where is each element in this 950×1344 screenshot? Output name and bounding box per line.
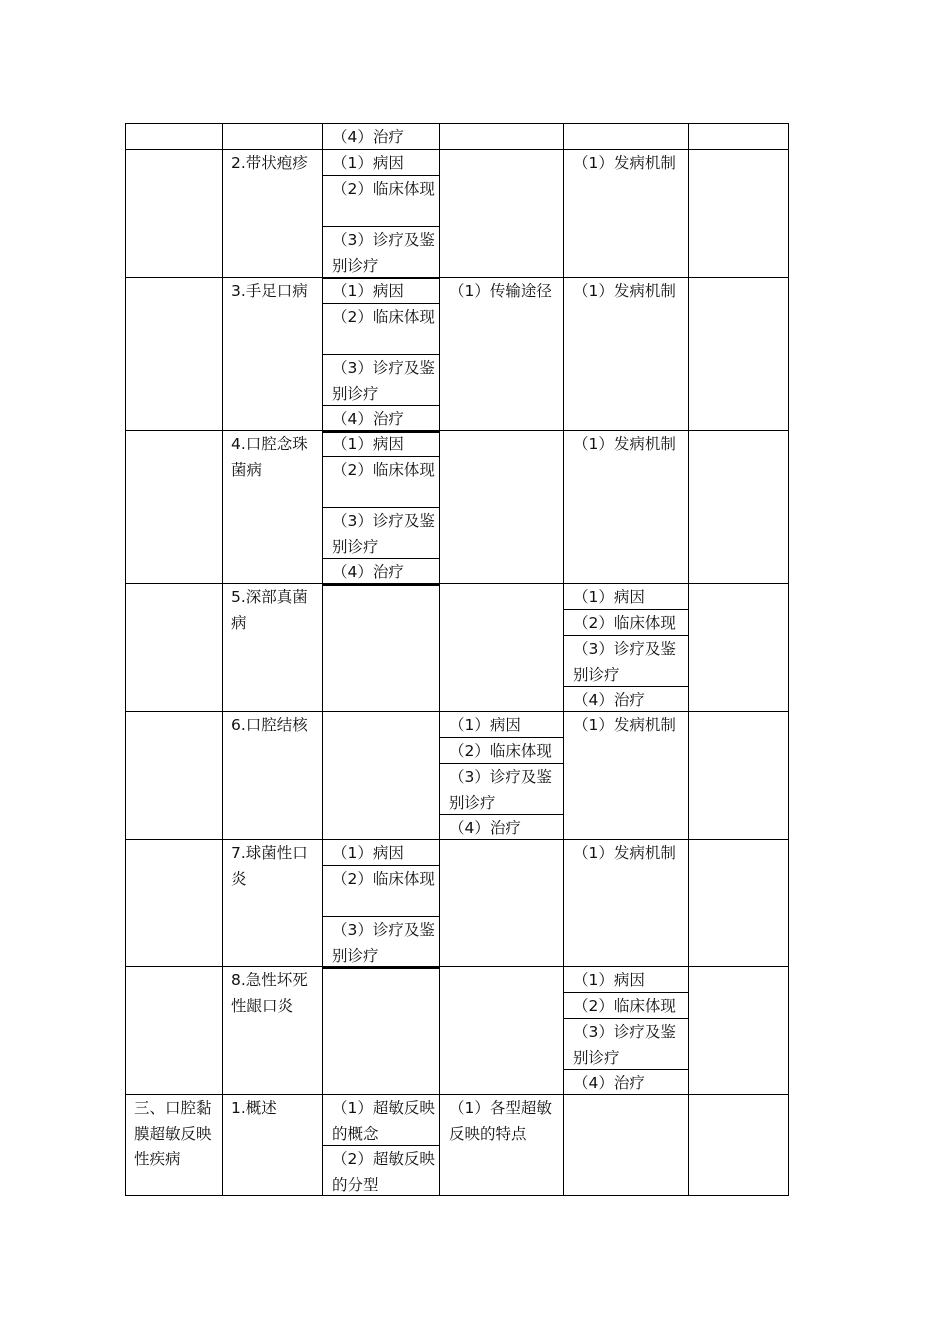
topic-cell-text: 6.口腔结核	[231, 716, 308, 734]
col3-empty-cell	[322, 966, 440, 1095]
col3-item	[322, 865, 440, 917]
topic-cell-text: 5.深部真菌病	[231, 588, 308, 632]
col5-item-text: （1）病因	[573, 588, 645, 606]
col3-item	[322, 405, 440, 432]
col4-item	[439, 277, 564, 431]
topic-cell	[222, 839, 323, 967]
col5-item-text: （1）发病机制	[573, 716, 676, 734]
col4-empty-cell	[439, 839, 564, 967]
col3-item-text: （3）诊疗及鉴别诊疗	[332, 512, 435, 556]
category-cell	[125, 839, 223, 967]
col5-item-text: （1）发病机制	[573, 435, 676, 453]
col4-empty-cell	[439, 430, 564, 584]
col5-item	[563, 609, 689, 636]
topic-cell	[222, 583, 323, 712]
topic-cell-text: 3.手足口病	[231, 282, 308, 300]
col5-item	[563, 992, 689, 1019]
notes-cell	[688, 583, 789, 712]
col3-item	[322, 149, 440, 176]
col5-item-text: （1）发病机制	[573, 844, 676, 862]
col3-item	[322, 277, 440, 304]
col5-item	[563, 635, 689, 687]
topic-cell-text: 2.带状疱疹	[231, 154, 308, 172]
col3-item-text: （2）超敏反映的分型	[332, 1150, 435, 1194]
col5-item	[563, 583, 689, 610]
col4-empty-cell	[439, 966, 564, 1095]
col5-item-text: （2）临床体现	[573, 614, 676, 632]
category-cell	[125, 430, 223, 584]
topic-cell-text: 1.概述	[231, 1099, 277, 1117]
col3-item	[322, 916, 440, 968]
col3-item	[322, 354, 440, 406]
col5-item-text: （2）临床体现	[573, 997, 676, 1015]
col3-item-text: （1）病因	[332, 154, 404, 172]
col4-empty-cell	[439, 149, 564, 278]
col4-item	[439, 1094, 564, 1196]
col4-item	[439, 737, 564, 764]
col3-item	[322, 1094, 440, 1146]
notes-cell	[688, 1094, 789, 1196]
col3-item-text: （2）临床体现	[332, 870, 435, 888]
col5-item-text: （3）诊疗及鉴别诊疗	[573, 1023, 676, 1067]
col4-item-text: （3）诊疗及鉴别诊疗	[449, 768, 552, 812]
col3-item-text: （4）治疗	[332, 128, 404, 146]
col3-item	[322, 456, 440, 508]
col3-item	[322, 507, 440, 559]
notes-cell	[688, 711, 789, 840]
col3-item	[322, 1145, 440, 1196]
topic-cell-text: 8.急性坏死性龈口炎	[231, 971, 308, 1015]
col4-empty-cell	[439, 123, 564, 150]
col4-item-text: （1）传输途径	[449, 282, 552, 300]
col5-item-text: （1）病因	[573, 971, 645, 989]
topic-cell	[222, 123, 323, 150]
col5-item	[563, 149, 689, 278]
col3-item-text: （1）病因	[332, 282, 404, 300]
col5-empty-cell	[563, 1094, 689, 1196]
col3-item	[322, 226, 440, 278]
col3-item-text: （2）临床体现	[332, 308, 435, 326]
col3-item-text: （1）病因	[332, 435, 404, 453]
category-cell	[125, 277, 223, 431]
col5-item	[563, 430, 689, 584]
topic-cell-text: 4.口腔念珠菌病	[231, 435, 308, 479]
col3-item-text: （3）诊疗及鉴别诊疗	[332, 921, 435, 965]
col3-item-text: （1）超敏反映的概念	[332, 1099, 435, 1143]
col5-item-text: （3）诊疗及鉴别诊疗	[573, 640, 676, 684]
col5-item	[563, 1018, 689, 1070]
notes-cell	[688, 123, 789, 150]
col5-item-text: （4）治疗	[573, 691, 645, 709]
col5-item	[563, 711, 689, 840]
notes-cell	[688, 839, 789, 967]
col3-item	[322, 430, 440, 457]
topic-cell	[222, 277, 323, 431]
col4-item-text: （1）各型超敏反映的特点	[449, 1099, 552, 1143]
col5-item-text: （1）发病机制	[573, 154, 676, 172]
topic-cell	[222, 1094, 323, 1196]
col3-item-text: （2）临床体现	[332, 461, 435, 479]
col5-item-text: （1）发病机制	[573, 282, 676, 300]
col3-item-text: （2）临床体现	[332, 180, 435, 198]
col4-item	[439, 711, 564, 738]
topic-cell-text: 7.球菌性口炎	[231, 844, 308, 888]
col4-item-text: （2）临床体现	[449, 742, 552, 760]
col5-item	[563, 686, 689, 712]
col4-item-text: （1）病因	[449, 716, 521, 734]
col5-item	[563, 839, 689, 967]
col3-item	[322, 303, 440, 355]
category-cell	[125, 583, 223, 712]
col3-item-text: （4）治疗	[332, 410, 404, 428]
category-cell	[125, 123, 223, 150]
col3-item	[322, 558, 440, 585]
col3-empty-cell	[322, 583, 440, 712]
col3-item-text: （3）诊疗及鉴别诊疗	[332, 231, 435, 275]
col4-empty-cell	[439, 583, 564, 712]
category-cell	[125, 1094, 223, 1196]
topic-cell	[222, 966, 323, 1095]
col3-item-text: （4）治疗	[332, 563, 404, 581]
topic-cell	[222, 149, 323, 278]
col3-item	[322, 123, 440, 150]
col5-item	[563, 277, 689, 431]
category-cell	[125, 149, 223, 278]
col3-item	[322, 839, 440, 866]
col3-empty-cell	[322, 711, 440, 840]
col4-item	[439, 814, 564, 840]
topic-cell	[222, 711, 323, 840]
notes-cell	[688, 430, 789, 584]
col4-item	[439, 763, 564, 815]
col5-item	[563, 966, 689, 993]
category-cell-text: 三、口腔黏膜超敏反映性疾病	[134, 1099, 212, 1168]
col3-item	[322, 175, 440, 227]
col4-item-text: （4）治疗	[449, 819, 521, 837]
col5-item	[563, 1069, 689, 1095]
notes-cell	[688, 149, 789, 278]
col5-empty-cell	[563, 123, 689, 150]
col3-item-text: （1）病因	[332, 844, 404, 862]
col3-item-text: （3）诊疗及鉴别诊疗	[332, 359, 435, 403]
notes-cell	[688, 966, 789, 1095]
category-cell	[125, 966, 223, 1095]
category-cell	[125, 711, 223, 840]
topic-cell	[222, 430, 323, 584]
notes-cell	[688, 277, 789, 431]
col5-item-text: （4）治疗	[573, 1074, 645, 1092]
